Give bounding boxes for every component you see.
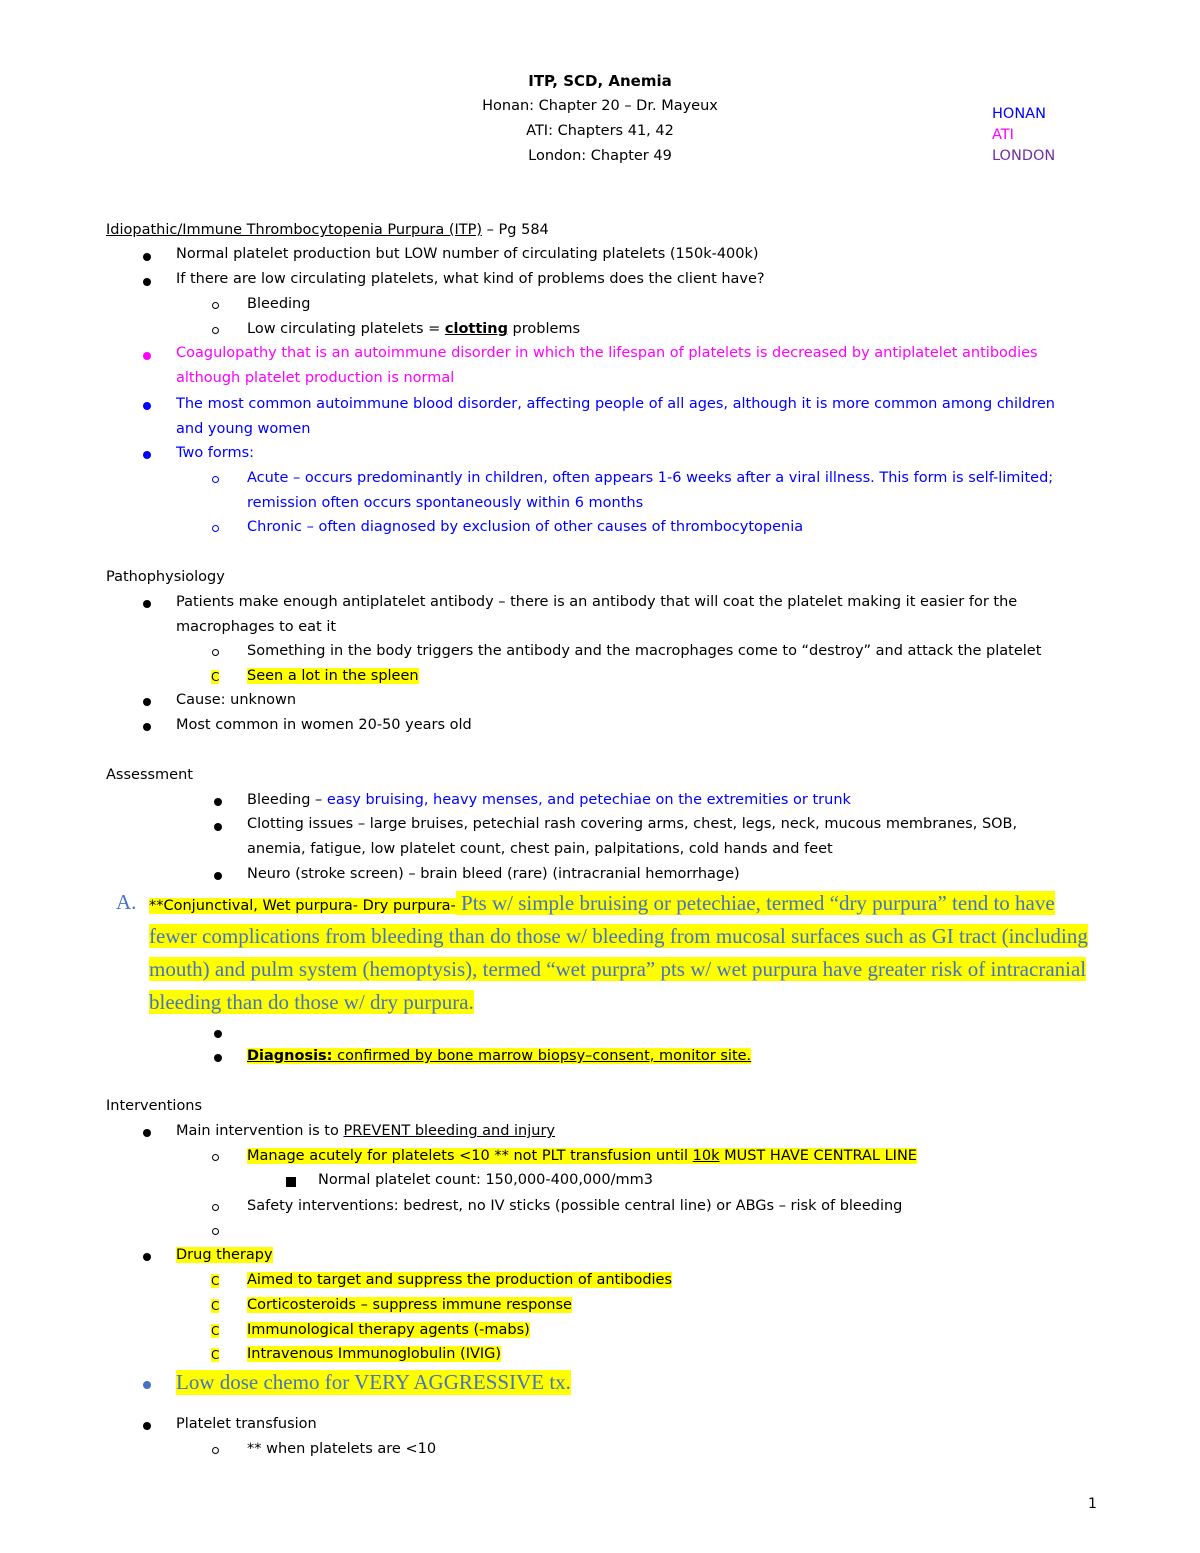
interv-bullet-1a [247,1148,917,1164]
clotting-post: problems [507,321,581,337]
bleeding-label: Bleeding – [247,792,327,808]
bullet-icon [214,823,222,831]
circle-bullet-icon [212,1447,219,1454]
bullet-icon [143,352,151,360]
assess-diagnosis [247,1048,751,1064]
legend-ati: ATI [992,127,1014,143]
bullet-icon [143,402,151,410]
itp-heading-line [106,222,549,238]
interventions-heading: Interventions [106,1098,203,1114]
highlight-marker-icon: C [211,1274,220,1288]
source-honan: Honan: Chapter 20 – Dr. Mayeux [482,98,718,114]
interv-b1a-pre: Manage acutely for platelets <10 ** not PLT transfusion until [247,1148,693,1164]
assessment-heading: Assessment [106,767,193,783]
bullet-icon [214,1054,222,1062]
patho-bullet-1: Patients make enough antiplatelet antibody – there is an antibody that will coat the platelet making it easier for the macrophages to eat it [176,594,1018,635]
patho-bullet-3: Most common in women 20-50 years old [176,717,472,733]
bullet-icon [143,723,151,731]
legend-london: LONDON [992,148,1056,164]
interv-bullet-4: Platelet transfusion [176,1416,317,1432]
source-london: London: Chapter 49 [528,148,672,164]
itp-bullet-4: The most common autoimmune blood disorder, affecting people of all ages, although it is more common among children and young women [176,396,1055,437]
bullet-icon [214,798,222,806]
highlight-marker-icon: C [211,1324,220,1338]
interv-bullet-4a: ** when platelets are <10 [247,1441,437,1457]
itp-page-ref: – Pg 584 [482,222,549,238]
bleeding-detail: easy bruising, heavy menses, and petechiae on the extremities or trunk [326,792,851,808]
legend-honan: HONAN [992,106,1046,122]
list-marker-a: A. [116,890,137,914]
purpura-text: Pts w/ simple bruising or petechiae, termed “dry purpura” tend to have fewer complications from bleeding than do those w/ bleeding from mucosal surfaces such as GI tract (including mouth) and pulm system (hemoptysis), termed “wet purpra” pts w/ wet purpura have greater risk of intracranial bleeding than do those w/ dry purpura. [149,891,1088,1014]
highlight-marker-icon: C [211,670,220,684]
patho-bullet-1b: Seen a lot in the spleen [247,668,419,684]
interv-bullet-3: Low dose chemo for VERY AGGRESSIVE tx. [176,1370,571,1394]
interv-bullet-2: Drug therapy [176,1247,273,1263]
itp-bullet-2a: Bleeding [247,296,311,312]
interv-b1-pre: Main intervention is to [176,1123,344,1139]
circle-bullet-icon [212,476,219,483]
bullet-icon [143,1381,151,1389]
clotting-pre: Low circulating platelets = [247,321,445,337]
interv-bullet-1a-sub: Normal platelet count: 150,000-400,000/mm3 [318,1172,653,1188]
patho-heading: Pathophysiology [106,569,225,585]
document-title: ITP, SCD, Anemia [528,72,672,90]
bullet-icon [143,278,151,286]
assess-bullet-1 [247,792,851,808]
page-number: 1 [1088,1496,1097,1512]
circle-bullet-icon [212,327,219,334]
interv-bullet-2a: Aimed to target and suppress the production of antibodies [247,1272,673,1288]
itp-bullet-2b [247,321,580,337]
patho-bullet-1a: Something in the body triggers the antibody and the macrophages come to “destroy” and attack the platelet [247,643,1042,659]
interv-b1-underline: PREVENT bleeding and injury [343,1123,556,1139]
source-ati: ATI: Chapters 41, 42 [526,123,674,139]
bullet-icon [143,451,151,459]
clotting-word: clotting [444,321,508,337]
bullet-icon [143,253,151,261]
circle-bullet-icon [212,1204,219,1211]
interv-b1a-post: MUST HAVE CENTRAL LINE [719,1148,917,1164]
itp-bullet-3: Coagulopathy that is an autoimmune disorder in which the lifespan of platelets is decreased by antiplatelet antibodies although platelet production is normal [176,345,1038,386]
square-bullet-icon [286,1177,296,1187]
highlight-marker-icon: C [211,1299,220,1313]
itp-bullet-5a: Acute – occurs predominantly in children, often appears 1-6 weeks after a viral illness. This form is self-limited; remission often occurs spontaneously within 6 months [247,470,1054,511]
circle-bullet-icon [212,1228,219,1235]
bullet-icon [214,872,222,880]
itp-bullet-5: Two forms: [176,445,255,461]
interv-bullet-1 [176,1123,555,1139]
interv-bullet-2c: Immunological therapy agents (-mabs) [247,1322,530,1338]
itp-bullet-1: Normal platelet production but LOW number of circulating platelets (150k-400k) [176,246,759,262]
bullet-icon [143,1422,151,1430]
itp-heading: Idiopathic/Immune Thrombocytopenia Purpura (ITP) [106,222,483,238]
circle-bullet-icon [212,302,219,309]
interv-b1a-underline: 10k [692,1148,720,1164]
bullet-icon [214,1030,222,1038]
bullet-icon [143,1253,151,1261]
interv-bullet-2d: Intravenous Immunoglobulin (IVIG) [247,1346,502,1362]
circle-bullet-icon [212,525,219,532]
circle-bullet-icon [212,1154,219,1161]
highlight-marker-icon: C [211,1348,220,1362]
assess-bullet-2: Clotting issues – large bruises, petechial rash covering arms, chest, legs, neck, mucous membranes, SOB, anemia, fatigue, low platelet count, chest pain, palpitations, cold hands and feet [247,816,1018,857]
interv-bullet-2b: Corticosteroids – suppress immune response [247,1297,572,1313]
bullet-icon [143,698,151,706]
interv-bullet-1b: Safety interventions: bedrest, no IV sticks (possible central line) or ABGs – risk of bleeding [247,1198,903,1214]
circle-bullet-icon [212,649,219,656]
diagnosis-label: Diagnosis: [247,1048,333,1064]
bullet-icon [143,600,151,608]
diagnosis-text: confirmed by bone marrow biopsy–consent, monitor site. [332,1048,752,1064]
assess-item-a [149,888,1089,1020]
purpura-lead: **Conjunctival, Wet purpura- Dry purpura- [149,898,456,914]
assess-bullet-3: Neuro (stroke screen) – brain bleed (rare) (intracranial hemorrhage) [247,866,740,882]
patho-bullet-2: Cause: unknown [176,692,297,708]
itp-bullet-2: If there are low circulating platelets, what kind of problems does the client have? [176,271,765,287]
bullet-icon [143,1129,151,1137]
itp-bullet-5b: Chronic – often diagnosed by exclusion of other causes of thrombocytopenia [247,519,804,535]
